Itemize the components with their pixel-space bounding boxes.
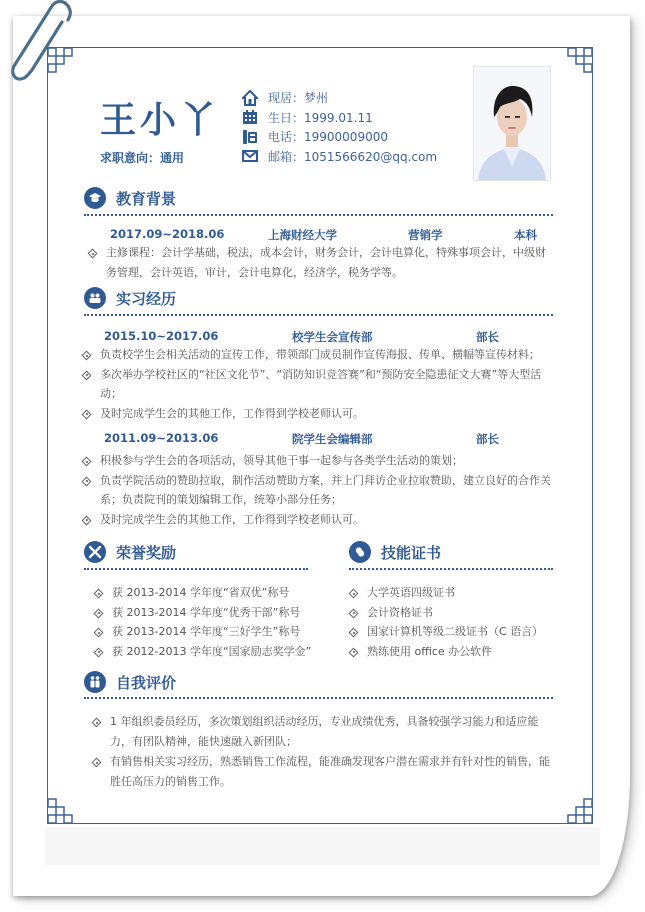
list-item: 获 2013-2014 学年度“三好学生”称号	[92, 622, 332, 642]
section-header-skills: 技能证书	[349, 541, 441, 563]
section-divider	[84, 214, 553, 216]
list-item: 负责学院活动的赞助拉取，制作活动赞助方案，并上门拜访企业拉取赞助，建立良好的合作关系；负责院刊的策划编辑工作，统筹小部分任务；	[80, 471, 560, 510]
list-item: 及时完成学生会的其他工作，工作得到学校老师认可。	[80, 510, 560, 530]
contact-email: 邮箱：1051566620@qq.com	[242, 147, 437, 167]
section-divider	[84, 314, 553, 316]
list-item: 获 2012-2013 学年度“国家励志奖学金”	[92, 642, 332, 662]
internship-period: 2011.09~2013.06	[104, 431, 219, 445]
internship-org: 校学生会宣传部	[292, 330, 373, 344]
contact-residence: 现居：梦州	[242, 88, 437, 108]
home-icon	[242, 90, 258, 106]
corner-ornament-top-left	[47, 47, 75, 75]
calendar-icon	[242, 109, 258, 125]
corner-ornament-bottom-left	[47, 796, 75, 824]
graduation-cap-icon	[84, 187, 106, 209]
list-item: 获 2013-2014 学年度“省双优”称号	[92, 583, 332, 603]
section-header-education: 教育背景	[84, 187, 176, 209]
internship-role: 部长	[476, 432, 499, 446]
list-item: 大学英语四级证书	[347, 583, 557, 603]
mail-icon	[242, 148, 258, 164]
self-evaluation-list	[90, 712, 550, 792]
list-item: 1 年组织委员经历，多次策划组织活动经历，专业成绩优秀，具备较强学习能力和适应能力，有团队精神，能快速融入新团队；	[90, 712, 550, 752]
skills-list	[347, 583, 557, 661]
section-header-internship: 实习经历	[84, 287, 176, 309]
section-divider	[349, 568, 553, 570]
internship-bullets	[80, 451, 560, 529]
team-icon	[84, 287, 106, 309]
list-item: 有销售相关实习经历，熟悉销售工作流程，能准确发现客户潜在需求并有针对性的销售，能胜任高压力的销售工作。	[90, 752, 550, 792]
honors-list	[92, 583, 332, 661]
education-degree: 本科	[514, 228, 537, 242]
education-bullets	[86, 243, 548, 282]
people-icon	[84, 671, 106, 693]
section-header-honors: 荣誉奖励	[84, 541, 176, 563]
corner-ornament-top-right	[565, 47, 593, 75]
list-item: 获 2013-2014 学年度“优秀干部”称号	[92, 603, 332, 623]
internship-period: 2015.10~2017.06	[104, 329, 219, 343]
paper-bottom-strip	[45, 827, 600, 865]
list-item: 主修课程：会计学基础，税法，成本会计，财务会计，会计电算化，特殊事项会计，中级财务管理，会计英语，审计，会计电算化，经济学，税务学等。	[86, 243, 548, 282]
contact-info	[242, 88, 437, 166]
candidate-name: 王小丫	[100, 100, 221, 141]
list-item: 及时完成学生会的其他工作，工作得到学校老师认可。	[80, 404, 560, 424]
job-intent: 求职意向：通用	[100, 151, 185, 165]
education-period: 2017.09~2018.06	[110, 227, 225, 241]
contact-birthday: 生日：1999.01.11	[242, 108, 437, 128]
list-item: 熟练使用 office 办公软件	[347, 642, 557, 662]
internship-bullets	[80, 345, 560, 423]
corner-ornament-bottom-right	[565, 796, 593, 824]
section-header-self-evaluation: 自我评价	[84, 671, 176, 693]
list-item: 多次举办学校社区的“社区文化节”、“消防知识竞答赛”和“预防安全隐患征文大赛”等大型活动；	[80, 365, 560, 404]
internship-org: 院学生会编辑部	[292, 432, 373, 446]
list-item: 积极参与学生会的各项活动，领导其他干事一起参与各类学生活动的策划；	[80, 451, 560, 471]
contact-phone: 电话：19900009000	[242, 127, 437, 147]
phone-icon	[242, 129, 258, 145]
education-major: 营销学	[408, 228, 443, 242]
mouse-icon	[349, 541, 371, 563]
list-item: 会计资格证书	[347, 603, 557, 623]
education-school: 上海财经大学	[268, 228, 337, 242]
tools-icon	[84, 541, 106, 563]
internship-role: 部长	[476, 330, 499, 344]
section-divider	[84, 697, 553, 699]
section-divider	[84, 568, 308, 570]
portrait-photo	[473, 66, 551, 181]
list-item: 负责校学生会相关活动的宣传工作，带领部门成员制作宣传海报、传单、横幅等宣传材料；	[80, 345, 560, 365]
list-item: 国家计算机等级二级证书（C 语言）	[347, 622, 557, 642]
